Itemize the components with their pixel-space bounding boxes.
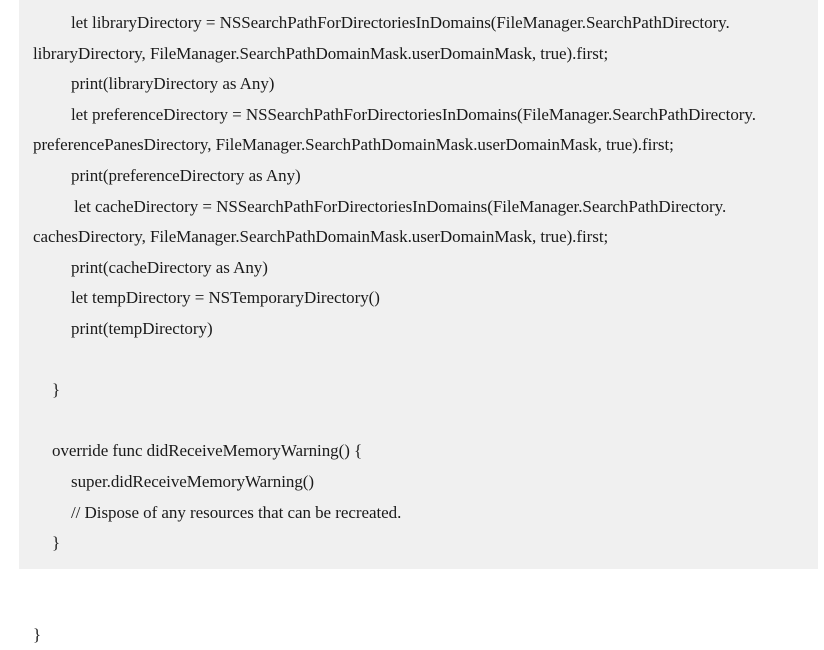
code-line-15: override func didReceiveMemoryWarning() { [52,441,363,461]
code-line-3: print(libraryDirectory as Any) [71,74,275,94]
code-line-7: let cacheDirectory = NSSearchPathForDirectoriesInDomains(FileManager.SearchPathDirectory. [74,196,727,216]
code-line-13: } [52,380,61,400]
code-line-16: super.didReceiveMemoryWarning() [71,471,315,491]
code-line-17: // Dispose of any resources that can be recreated. [71,502,402,522]
code-line-10: let tempDirectory = NSTemporaryDirectory() [71,288,380,308]
code-line-4: let preferenceDirectory = NSSearchPathForDirectoriesInDomains(FileManager.SearchPathDirectory. [71,104,756,124]
code-line-12 [19,345,818,376]
code-line-8: cachesDirectory, FileManager.SearchPathDomainMask.userDomainMask, true).first; [33,227,609,247]
code-lines [19,8,818,650]
code-line-9: print(cacheDirectory as Any) [71,257,268,277]
code-line-14 [19,406,818,437]
code-line-2: libraryDirectory, FileManager.SearchPathDomainMask.userDomainMask, true).first; [33,43,609,63]
code-line-5: preferencePanesDirectory, FileManager.SearchPathDomainMask.userDomainMask, true).first; [33,135,674,155]
code-line-6: print(preferenceDirectory as Any) [71,165,301,185]
code-line-11: print(tempDirectory) [71,318,213,338]
code-line-21: } [33,624,42,644]
code-line-1: let libraryDirectory = NSSearchPathForDirectoriesInDomains(FileManager.SearchPathDirectory. [71,13,730,32]
code-line-18: } [52,533,61,553]
code-line-19 [19,559,818,590]
code-line-20 [19,589,818,620]
code-block [19,0,818,644]
